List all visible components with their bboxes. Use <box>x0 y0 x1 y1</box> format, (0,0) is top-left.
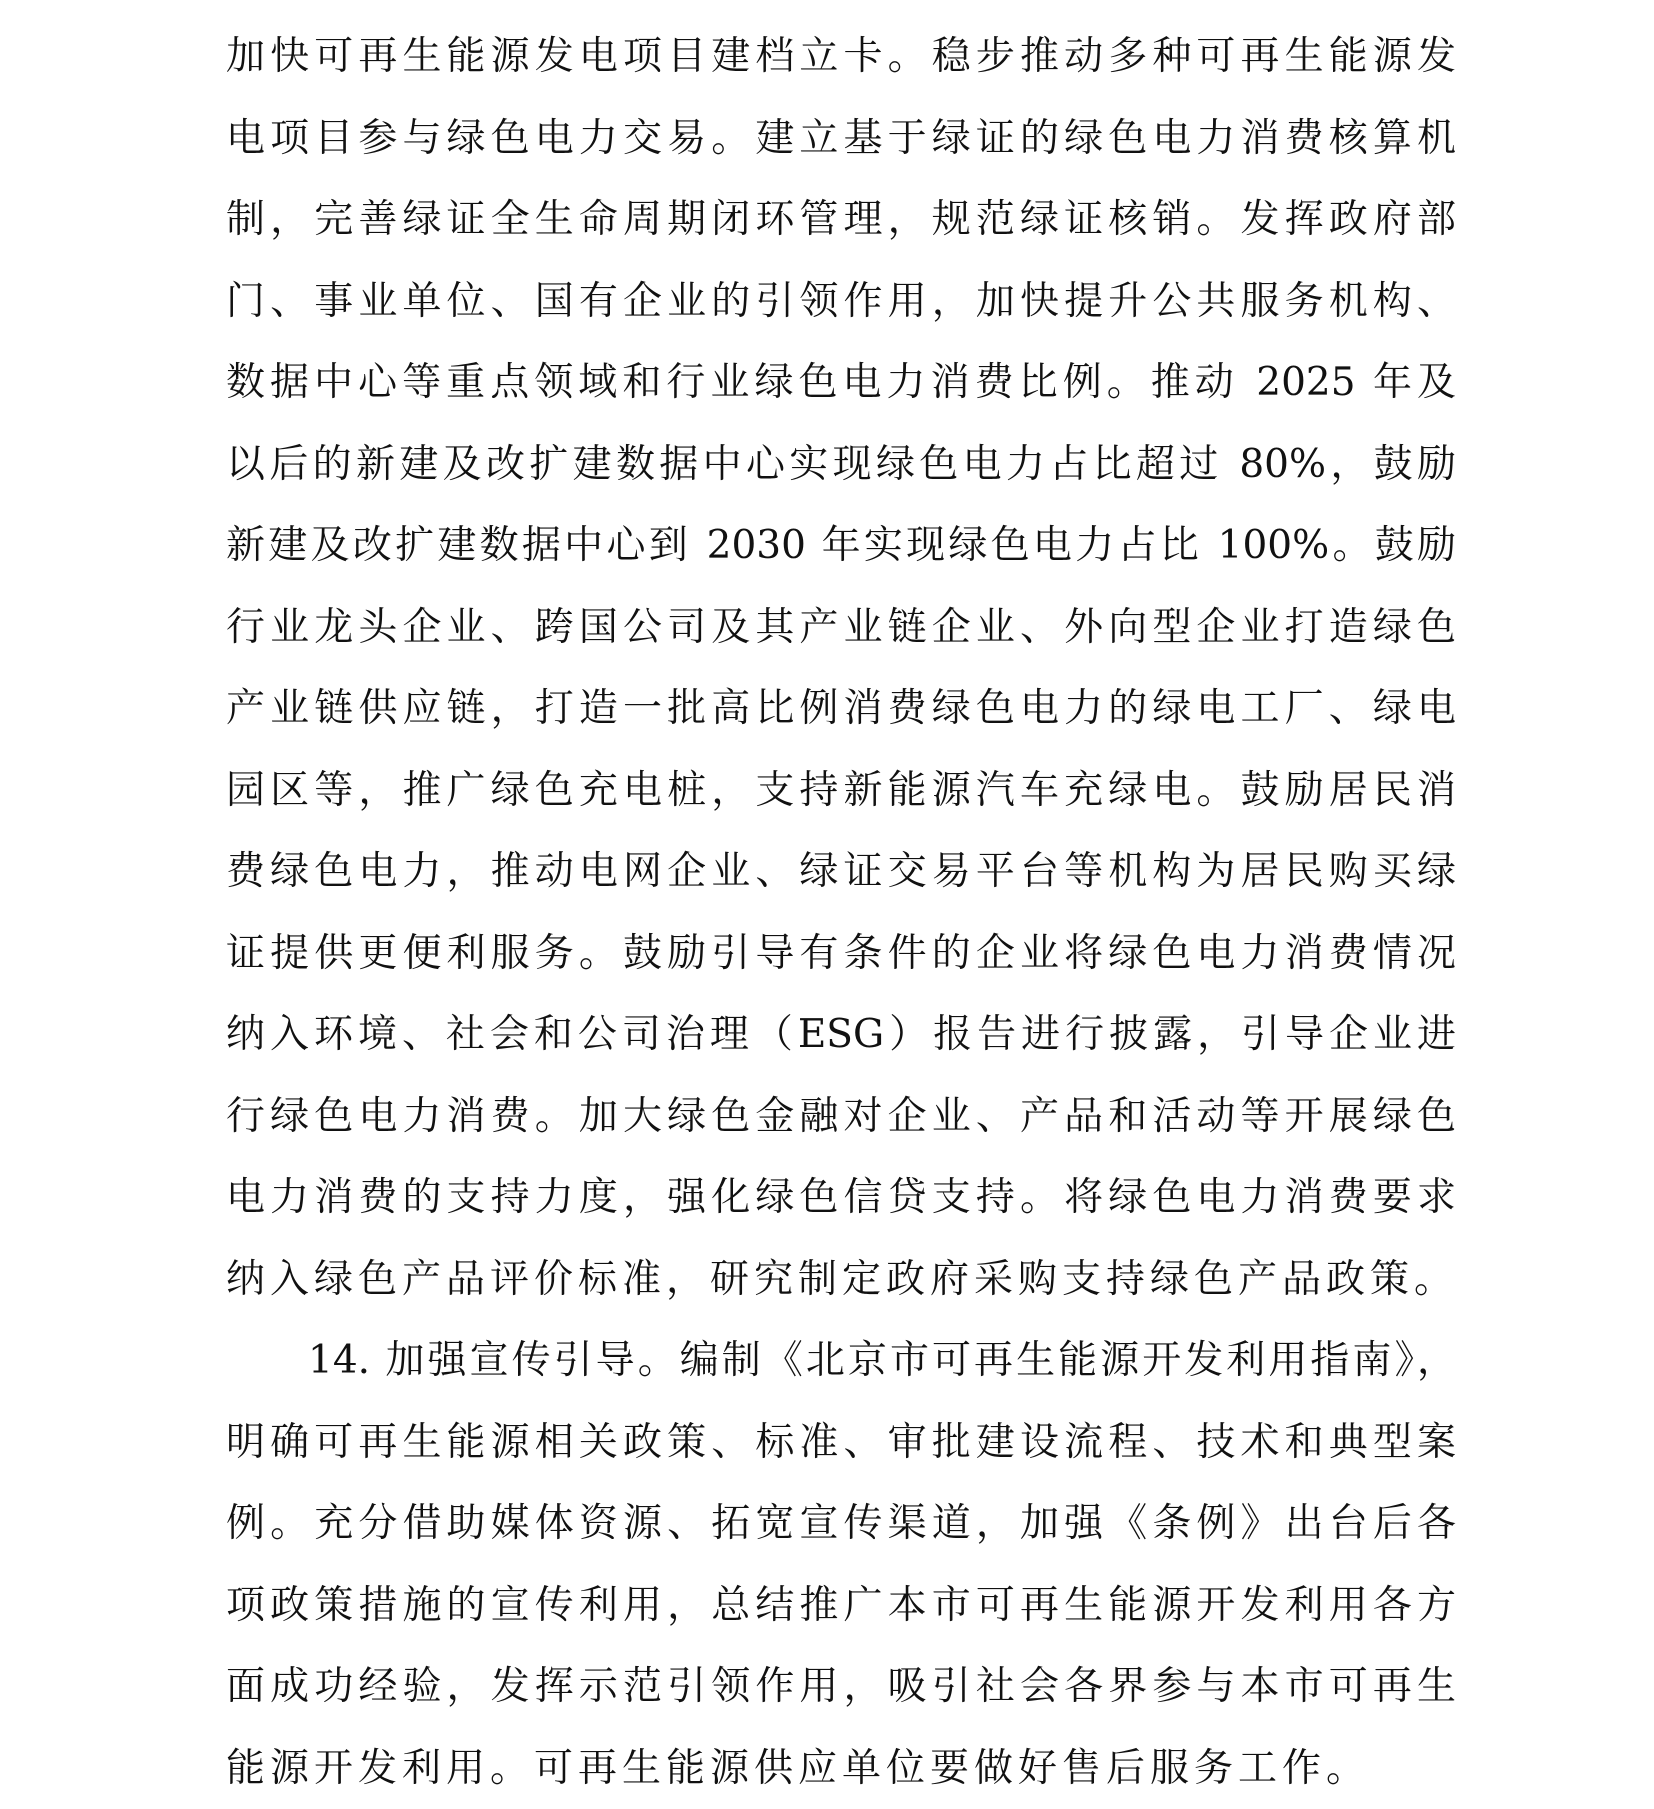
text-line: 园区等，推广绿色充电桩，支持新能源汽车充绿电。鼓励居民消 <box>226 750 1456 832</box>
text-line: 行业龙头企业、跨国公司及其产业链企业、外向型企业打造绿色 <box>226 587 1456 669</box>
text-line: 例。充分借助媒体资源、拓宽宣传渠道，加强《条例》出台后各 <box>226 1483 1456 1565</box>
text-line: 新建及改扩建数据中心到 2030 年实现绿色电力占比 100%。鼓励 <box>226 505 1456 587</box>
text-line: 面成功经验，发挥示范引领作用，吸引社会各界参与本市可再生 <box>226 1646 1456 1728</box>
text-line: 行绿色电力消费。加大绿色金融对企业、产品和活动等开展绿色 <box>226 1076 1456 1158</box>
body-text <box>226 16 1456 1809</box>
text-line: 产业链供应链，打造一批高比例消费绿色电力的绿电工厂、绿电 <box>226 668 1456 750</box>
text-line: 以后的新建及改扩建数据中心实现绿色电力占比超过 80%，鼓励 <box>226 424 1456 506</box>
text-line: 电项目参与绿色电力交易。建立基于绿证的绿色电力消费核算机 <box>226 98 1456 180</box>
section-heading-line: 14. 加强宣传引导。编制《北京市可再生能源开发利用指南》， <box>226 1320 1456 1402</box>
text-line: 明确可再生能源相关政策、标准、审批建设流程、技术和典型案 <box>226 1402 1456 1484</box>
text-line: 费绿色电力，推动电网企业、绿证交易平台等机构为居民购买绿 <box>226 831 1456 913</box>
text-line: 制，完善绿证全生命周期闭环管理，规范绿证核销。发挥政府部 <box>226 179 1456 261</box>
text-line: 纳入环境、社会和公司治理（ESG）报告进行披露，引导企业进 <box>226 994 1456 1076</box>
text-line: 能源开发利用。可再生能源供应单位要做好售后服务工作。 <box>226 1728 1456 1809</box>
text-line: 加快可再生能源发电项目建档立卡。稳步推动多种可再生能源发 <box>226 16 1456 98</box>
text-line: 项政策措施的宣传利用，总结推广本市可再生能源开发利用各方 <box>226 1565 1456 1647</box>
text-line: 电力消费的支持力度，强化绿色信贷支持。将绿色电力消费要求 <box>226 1157 1456 1239</box>
text-line: 数据中心等重点领域和行业绿色电力消费比例。推动 2025 年及 <box>226 342 1456 424</box>
text-line: 纳入绿色产品评价标准，研究制定政府采购支持绿色产品政策。 <box>226 1239 1456 1321</box>
text-line: 证提供更便利服务。鼓励引导有条件的企业将绿色电力消费情况 <box>226 913 1456 995</box>
text-line: 门、事业单位、国有企业的引领作用，加快提升公共服务机构、 <box>226 261 1456 343</box>
